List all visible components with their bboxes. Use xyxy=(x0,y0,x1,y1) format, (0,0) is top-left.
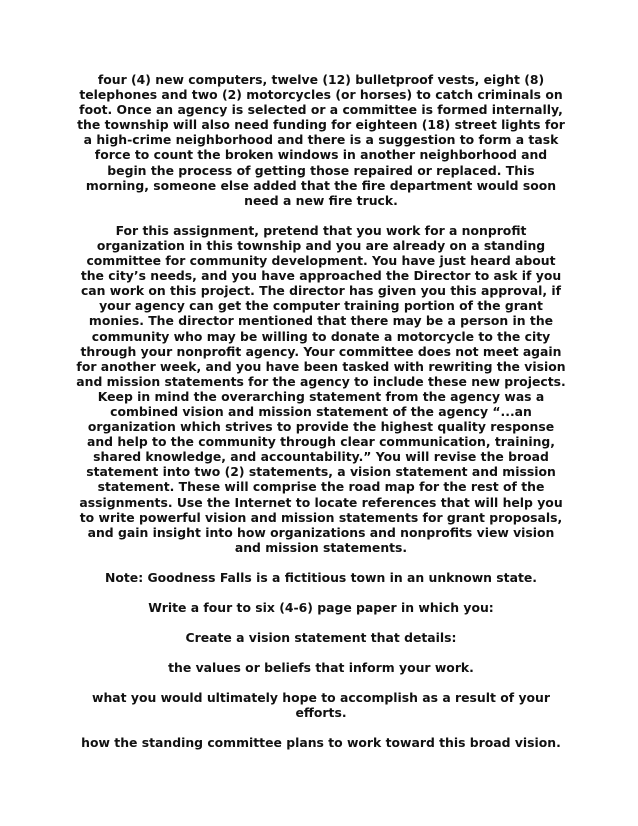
paragraph-gap xyxy=(76,720,566,735)
paragraph-gap xyxy=(76,675,566,690)
instruction-text: Write a four to six (4-6) page paper in which you: xyxy=(148,600,494,615)
paragraph-gap xyxy=(76,555,566,570)
note-text: Note: Goodness Falls is a fictitious town in an unknown state. xyxy=(104,569,537,585)
paragraph-assignment: For this assignment, pretend that you work for a nonprofit organization in this township and you are already on a standing committee for community development. You have just heard about the city’s needs, and you have approached the Director to ask if you can work on this project. The director has given you this approval, if your agency can get the computer training portion of the grant monies. The director mentioned that there may be a person in the community who may be willing to donate a motorcycle to the city through your nonprofit agency. Your committee does not meet again for another week, and you have been tasked with rewriting the vision and mission statements for the agency to include these new projects. Keep in mind the overarching statement from the agency was a combined vision and mission statement of the agency “...an organization which strives to provide the highest quality response and help to the community through clear communication, training, shared knowledge, and accountability.” You will revise the broad statement into two (2) statements, a vision statement and mission statement. These will comprise the road map for the rest of the assignments. Use the Internet to locate references that will help you to write powerful vision and mission statements for grant proposals, and gain insight into how organizations and nonprofits view vision and mission statements. xyxy=(76,222,566,555)
requirement-accomplish: what you would ultimately hope to accomplish as a result of your efforts. xyxy=(92,690,550,721)
paragraph-gap xyxy=(76,615,566,630)
paragraph-gap xyxy=(76,208,566,223)
paragraph-gap xyxy=(76,645,566,660)
requirement-values: the values or beliefs that inform your work. xyxy=(168,660,474,676)
document-page xyxy=(76,72,566,751)
paragraph-city-needs: four (4) new computers, twelve (12) bulletproof vests, eight (8) telephones and two (2) motorcycles (or horses) to catch criminals on foot. Once an agency is selected or a committee is formed internally, the township will also need funding for eighteen (18) street lights for a high-crime neighborhood and there is a suggestion to form a task force to count the broken windows in another neighborhood and begin the process of getting those repaired or replaced. This morning, someone else added that the fire department would soon need a new fire truck. xyxy=(77,72,565,208)
paragraph-gap xyxy=(76,585,566,600)
task-text: Create a vision statement that details: xyxy=(185,630,457,646)
requirement-committee-plan: how the standing committee plans to work toward this broad vision. xyxy=(81,735,561,751)
